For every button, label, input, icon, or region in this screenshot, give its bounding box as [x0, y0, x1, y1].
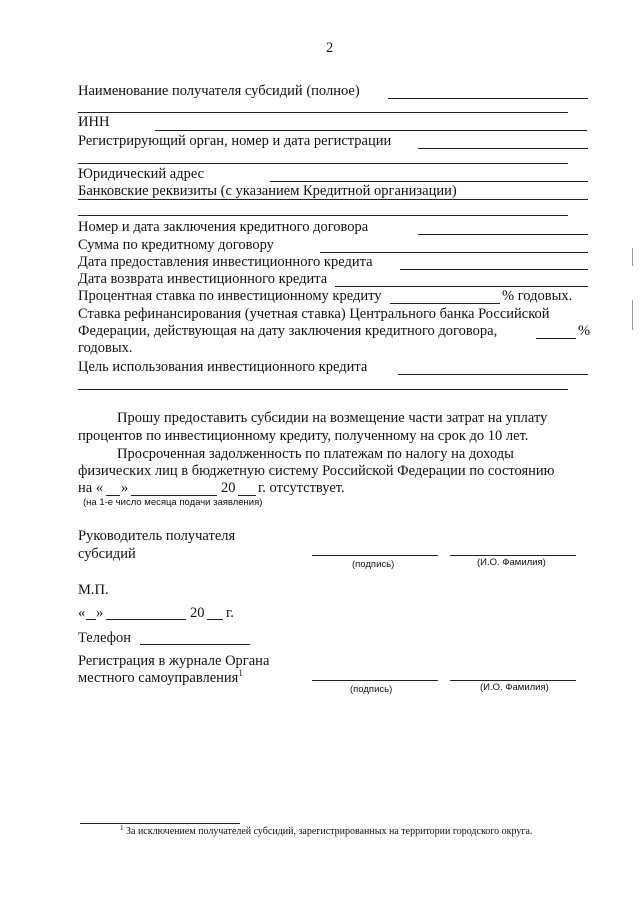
- contract-amount-label: Сумма по кредитному договору: [78, 237, 274, 253]
- credit-return-date-label: Дата возврата инвестиционного кредита: [78, 271, 328, 287]
- refinance-label-1: Ставка рефинансирования (учетная ставка) Центрального банка Российской: [78, 306, 550, 322]
- interest-rate-field[interactable]: [390, 303, 500, 304]
- request-year-prefix: 20: [221, 480, 236, 496]
- head-label-1: Руководитель получателя: [78, 528, 236, 544]
- footnote-text: За исключением получателей субсидий, зарегистрированных на территории городского округа.: [126, 826, 533, 837]
- request-quote-close: »: [121, 480, 129, 496]
- legal-address-label: Юридический адрес: [78, 166, 205, 182]
- request-na: на «: [78, 480, 104, 496]
- legal-address-field[interactable]: [270, 181, 588, 182]
- credit-return-date-field[interactable]: [335, 286, 588, 287]
- journal-label-2: [78, 670, 243, 688]
- refinance-field[interactable]: [536, 338, 576, 339]
- phone-label: Телефон: [78, 630, 131, 646]
- request-p2-line2: физических лиц в бюджетную систему Российской Федерации по состоянию: [78, 463, 555, 479]
- footnote-separator: [80, 823, 240, 824]
- inn-field[interactable]: [155, 130, 587, 131]
- bank-details-field[interactable]: [78, 199, 588, 200]
- sign-date-open: «: [78, 605, 86, 621]
- request-p1-line2: процентов по инвестиционному кредиту, полученному на срок до 10 лет.: [78, 428, 529, 444]
- journal-label-2-text: местного самоуправления: [78, 670, 239, 686]
- credit-purpose-field[interactable]: [398, 374, 588, 375]
- request-end: г. отсутствует.: [258, 480, 345, 496]
- head-label-2: субсидий: [78, 546, 136, 562]
- refinance-label-3: годовых.: [78, 340, 133, 356]
- head-sign-hint: (подпись): [352, 559, 395, 570]
- sign-month-field[interactable]: [106, 619, 186, 620]
- request-p2-line1: Просроченная задолженность по платежам по налогу на доходы: [117, 446, 514, 462]
- sign-year-field[interactable]: [207, 619, 223, 620]
- scan-mark: [632, 300, 633, 330]
- journal-signature-field[interactable]: [312, 680, 438, 681]
- scan-mark: [632, 248, 633, 266]
- journal-footnote-mark: 1: [238, 668, 243, 678]
- bank-details-label: Банковские реквизиты (с указанием Кредитной организации): [78, 183, 457, 199]
- reg-authority-label: Регистрирующий орган, номер и дата регистрации: [78, 133, 392, 149]
- stamp-label: М.П.: [78, 582, 109, 598]
- request-year-field[interactable]: [238, 495, 256, 496]
- recipient-name-label: Наименование получателя субсидий (полное): [78, 83, 360, 99]
- credit-issue-date-label: Дата предоставления инвестиционного кредита: [78, 254, 373, 270]
- journal-label-1: Регистрация в журнале Органа: [78, 653, 270, 669]
- credit-purpose-field-cont[interactable]: [78, 389, 568, 390]
- request-month-field[interactable]: [131, 495, 217, 496]
- contract-number-label: Номер и дата заключения кредитного договора: [78, 219, 369, 235]
- interest-rate-unit: % годовых.: [502, 288, 573, 304]
- footnote-mark: 1: [120, 824, 124, 832]
- refinance-label-2: Федерации, действующая на дату заключения кредитного договора,: [78, 323, 498, 339]
- journal-name-hint: (И.О. Фамилия): [480, 682, 549, 693]
- sign-date-year: 20: [190, 605, 205, 621]
- phone-field[interactable]: [140, 644, 250, 645]
- reg-authority-field[interactable]: [418, 148, 588, 149]
- date-hint: (на 1-е число месяца подачи заявления): [83, 497, 263, 508]
- credit-issue-date-field[interactable]: [400, 269, 588, 270]
- refinance-pct: %: [578, 323, 591, 339]
- bank-details-field-cont[interactable]: [78, 215, 568, 216]
- reg-authority-field-cont[interactable]: [78, 163, 568, 164]
- request-day-field[interactable]: [106, 495, 120, 496]
- recipient-name-field-cont[interactable]: [78, 112, 568, 113]
- inn-label: ИНН: [78, 114, 110, 130]
- journal-name-field[interactable]: [450, 680, 576, 681]
- head-name-field[interactable]: [450, 555, 576, 556]
- interest-rate-label: Процентная ставка по инвестиционному кредиту: [78, 288, 382, 304]
- head-name-hint: (И.О. Фамилия): [477, 557, 546, 568]
- contract-amount-field[interactable]: [320, 252, 588, 253]
- credit-purpose-label: Цель использования инвестиционного кредита: [78, 359, 368, 375]
- footnote: [120, 826, 532, 838]
- head-signature-field[interactable]: [312, 555, 438, 556]
- sign-date-g: г.: [226, 605, 234, 621]
- request-p1-line1: Прошу предоставить субсидии на возмещение части затрат на уплату: [117, 410, 548, 426]
- journal-sign-hint: (подпись): [350, 684, 393, 695]
- sign-date-close: »: [96, 605, 104, 621]
- sign-day-field[interactable]: [86, 619, 96, 620]
- page-number: 2: [326, 40, 334, 56]
- contract-number-field[interactable]: [418, 234, 588, 235]
- recipient-name-field[interactable]: [388, 98, 588, 99]
